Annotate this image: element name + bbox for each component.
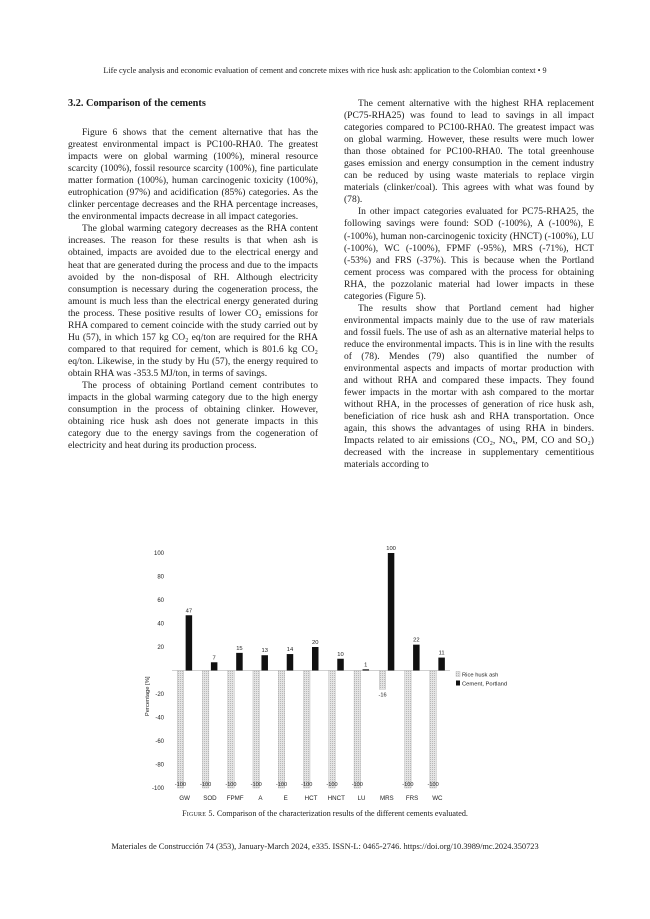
data-label-rice-husk-ash: -100 xyxy=(275,782,288,788)
bar-cement-portland xyxy=(337,659,344,671)
x-tick-label: MRS xyxy=(379,795,394,802)
bar-rice-husk-ash xyxy=(304,671,311,789)
right-paragraph-1: The cement alternative with the highest RHA replacement (PC75-RHA25) was found to lead to savings in all impact categories compared to PC100-RHA0. The greatest impact was on global warming. However, these results were much lower than those obtained for PC100-RHA0. The total greenhouse gases emission and energy consumption in the cement industry can be reduced by using waste materials to replace virgin materials (clinker/coal). This agrees with what was found by (78). xyxy=(344,98,594,206)
y-tick-label: -40 xyxy=(155,715,164,722)
x-tick-label: SOD xyxy=(203,795,217,802)
left-paragraph-3: The process of obtaining Portland cement contributes to impacts in the global warming category due to the high energy consumption in the process of obtaining clinker. However, obtaining rice husk ash does not generate impacts in this category due to the energy savings from the cogeneration of electricity and heat during its production process. xyxy=(68,379,318,452)
bar-cement-portland xyxy=(236,653,243,671)
data-label-cement-portland: 13 xyxy=(261,648,268,655)
left-paragraph-2: The global warming category decreases as the RHA content increases. The reason for these results is that when ash is obtained, impacts are avoided due to the electrical energy and heat that are generated during the process and due to the impacts avoided by the non-disposal of RH. Although electricity consumption is necessary during the cogeneration process, the amount is much less than the electrical energy generated during the process. These positive results of lower CO₂ emissions for RHA compared to cement coincide with the study carried out by Hu (57), in which 157 kg CO₂ eq/ton are required for the RHA compared to that required for cement, which is 801.6 kg CO₂ eq/ton. Likewise, in the study by Hu (57), the energy required to obtain RHA was -353.5 MJ/ton, in terms of savings. xyxy=(68,223,318,379)
data-label-rice-husk-ash: -16 xyxy=(378,692,387,699)
bar-rice-husk-ash xyxy=(253,671,259,789)
data-label-rice-husk-ash: -100 xyxy=(301,782,313,788)
bar-cement-portland xyxy=(438,658,445,671)
section-title: 3.2. Comparison of the cements xyxy=(68,98,206,109)
legend-label-rice-husk-ash: Rice husk ash xyxy=(462,672,499,679)
data-label-rice-husk-ash: -100 xyxy=(225,782,237,788)
data-label-cement-portland: 11 xyxy=(438,650,445,657)
data-label-rice-husk-ash: -100 xyxy=(427,782,439,788)
running-head: Life cycle analysis and economic evaluation of cement and concrete mixes with rice husk ash: application to the Colombian context • 9 xyxy=(103,66,547,75)
y-tick-label: -60 xyxy=(155,739,164,745)
right-column xyxy=(344,98,594,471)
bar-rice-husk-ash xyxy=(351,671,363,789)
x-tick-label: LU xyxy=(357,795,366,802)
x-tick-label: WC xyxy=(432,795,443,802)
y-tick-label: -100 xyxy=(151,786,164,792)
bar-rice-husk-ash xyxy=(405,671,412,789)
left-paragraph-1: Figure 6 shows that the cement alternative that has the greatest environmental impact is PC100-RHA0. The greatest impacts were on global warming (100%), mineral resource scarcity (100%), fossil resource scarcity (100%), fine particulate matter formation (100%), human carcinogenic toxicity (100%), eutrophication (97%) and acidification (85%) categories. As the clinker percentage decreases and the RHA percentage increases, the environmental impacts decrease in all impact categories. xyxy=(68,127,318,223)
right-paragraph-3: The results show that Portland cement had higher environmental impacts mainly due to the use of raw materials and fossil fuels. The use of ash as an alternative material helps to reduce the environmental impacts. This is in line with the results of (78). Mendes (79) also quantified the number of environmental aspects and impacts of mortar production with and without RHA and compared these impacts. They found fewer impacts in the mortar with ash compared to the mortar without RHA, in the processes of generation of rice husk ash, beneficiation of rice husk ash and RHA transportation. Once again, this shows the advantages of using RHA in binders. Impacts related to air emissions (CO₂, NOₓ, PM, CO and SO₂) decreased with the increase in supplementary cementitious materials according to xyxy=(344,302,594,471)
bar-cement-portland xyxy=(388,553,395,671)
y-tick-label: 60 xyxy=(157,598,164,604)
data-label-cement-portland: 7 xyxy=(212,655,216,662)
data-label-rice-husk-ash: -100 xyxy=(174,782,186,788)
y-tick-label: 20 xyxy=(157,645,164,651)
x-tick-label: GW xyxy=(179,795,190,802)
data-label-rice-husk-ash: -100 xyxy=(326,782,338,788)
x-tick-label: FRS xyxy=(405,795,419,802)
data-label-cement-portland: 22 xyxy=(413,637,420,644)
bar-cement-portland xyxy=(211,662,218,670)
legend-swatch-rice-husk-ash xyxy=(456,672,460,677)
figure-5 xyxy=(138,543,538,803)
bar-cement-portland xyxy=(186,615,193,670)
left-column xyxy=(68,98,318,452)
y-tick-label: 100 xyxy=(153,551,164,557)
x-tick-label: E xyxy=(283,795,288,802)
figure-caption-label: Figure 5. xyxy=(182,809,215,818)
data-label-rice-husk-ash: -100 xyxy=(200,782,212,788)
figure-caption xyxy=(0,809,650,818)
bar-cement-portland xyxy=(413,645,420,671)
data-label-cement-portland: 14 xyxy=(286,647,294,654)
right-paragraph-2: In other impact categories evaluated for PC75-RHA25, the following savings were found: SOD (-100%), A (-100%), E (-100%), human non-carcinogenic toxicity (HNCT) (-100%), LU (-100%), WC (-100%), FPMF (-95%), MRS (-71%), HCT (-53%) and FRS (-37%). This is because when the Portland cement process was compared with the process for obtaining RHA, the pozzolanic material had lower impacts in these categories (Figure 5). xyxy=(344,206,594,302)
bar-cement-portland xyxy=(312,647,319,671)
data-label-cement-portland: 15 xyxy=(236,645,243,652)
data-label-cement-portland: 20 xyxy=(312,640,319,646)
bar-cement-portland xyxy=(261,655,268,670)
bar-cement-portland xyxy=(363,669,370,670)
page-footer: Materiales de Construcción 74 (353), January-March 2024, e335. ISSN-L: 0465-2746. https://doi.org/10.3989/mc.2024.350723 xyxy=(111,842,539,851)
figure-caption-text: Comparison of the characterization results of the different cements evaluated. xyxy=(216,809,468,818)
y-tick-label: -80 xyxy=(155,762,164,769)
data-label-rice-husk-ash: -100 xyxy=(402,782,414,788)
data-label-cement-portland: 1 xyxy=(364,662,368,669)
bar-rice-husk-ash xyxy=(427,671,439,789)
data-label-cement-portland: 47 xyxy=(185,608,193,615)
legend-swatch-cement-portland xyxy=(456,681,460,686)
data-label-cement-portland: 100 xyxy=(386,546,396,552)
legend-label-cement-portland: Cement, Portland xyxy=(462,681,508,688)
bar-rice-husk-ash xyxy=(275,671,288,789)
y-tick-label: 40 xyxy=(157,621,164,628)
x-tick-label: FPMF xyxy=(226,795,244,802)
bar-rice-husk-ash xyxy=(329,671,336,789)
y-axis-label: Percentage [%] xyxy=(145,676,151,717)
bar-chart xyxy=(138,543,538,803)
y-tick-label: 80 xyxy=(157,574,164,581)
data-label-rice-husk-ash: -100 xyxy=(250,782,262,788)
data-label-rice-husk-ash: -100 xyxy=(351,782,363,788)
x-tick-label: A xyxy=(258,795,263,802)
bar-rice-husk-ash xyxy=(200,671,212,789)
bar-rice-husk-ash xyxy=(228,671,235,789)
data-label-cement-portland: 10 xyxy=(337,651,344,658)
x-tick-label: HCT xyxy=(304,795,318,802)
bar-rice-husk-ash xyxy=(379,671,386,690)
bar-cement-portland xyxy=(287,654,294,670)
y-tick-label: -20 xyxy=(155,692,164,698)
bar-rice-husk-ash xyxy=(174,671,186,789)
x-tick-label: HNCT xyxy=(327,795,345,802)
